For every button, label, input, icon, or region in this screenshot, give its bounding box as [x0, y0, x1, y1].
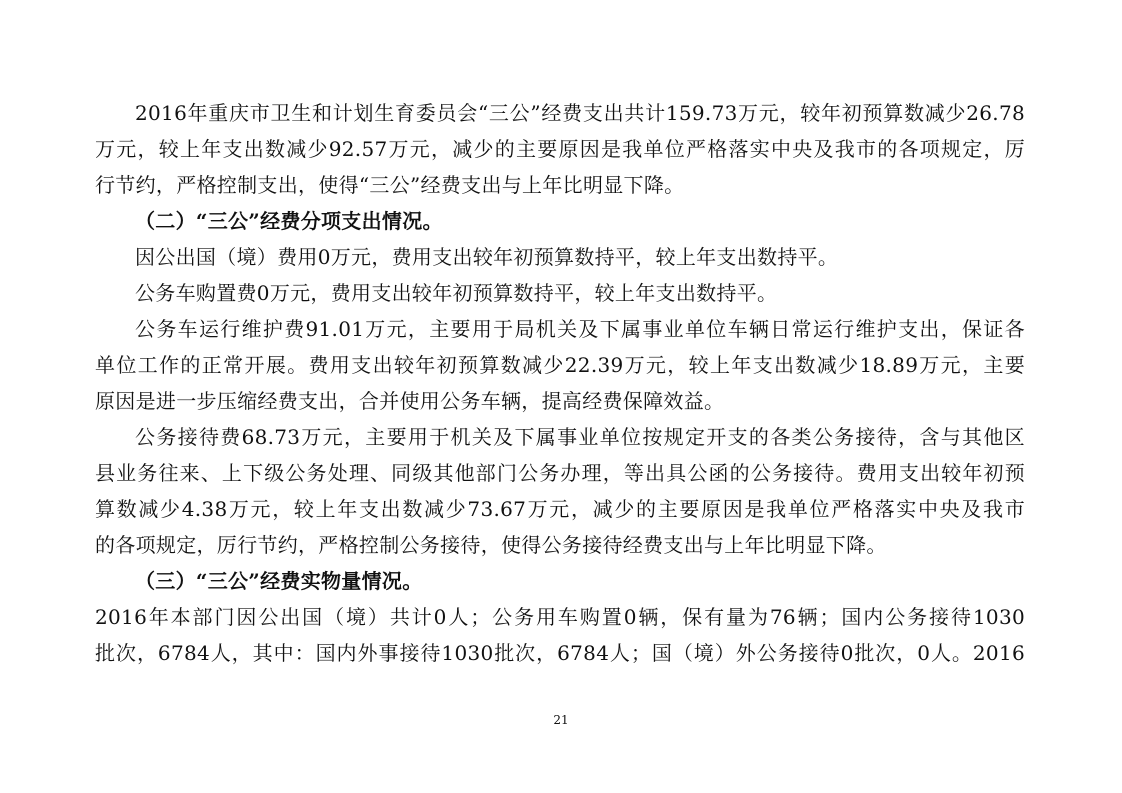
- paragraph-line: 2016年本部门因公出国（境）共计0人；公务用车购置0辆，保有量为76辆；国内公务接待1030: [95, 605, 1025, 629]
- paragraph-line: 因公出国（境）费用0万元，费用支出较年初预算数持平，较上年支出数持平。: [135, 245, 839, 269]
- section-heading: （二）“三公”经费分项支出情况。: [135, 209, 443, 233]
- paragraph-line: 原因是进一步压缩经费支出，合并使用公务车辆，提高经费保障效益。: [95, 389, 725, 413]
- document-body: [95, 95, 1025, 671]
- paragraph-line: 万元，较上年支出数减少92.57万元，减少的主要原因是我单位严格落实中央及我市的各项规定，厉: [95, 137, 1025, 161]
- section-heading: （三）“三公”经费实物量情况。: [135, 569, 423, 593]
- paragraph-line: 算数减少4.38万元，较上年支出数减少73.67万元，减少的主要原因是我单位严格落实中央及我市: [95, 497, 1025, 521]
- paragraph-line: 单位工作的正常开展。费用支出较年初预算数减少22.39万元，较上年支出数减少18.89万元，主要: [95, 353, 1025, 377]
- paragraph-line: 的各项规定，厉行节约，严格控制公务接待，使得公务接待经费支出与上年比明显下降。: [95, 533, 887, 557]
- page-number: 21: [553, 713, 569, 727]
- paragraph-line: 公务车运行维护费91.01万元，主要用于局机关及下属事业单位车辆日常运行维护支出，保证各: [135, 317, 1025, 341]
- paragraph-line: 公务接待费68.73万元，主要用于机关及下属事业单位按规定开支的各类公务接待，含与其他区: [135, 425, 1025, 449]
- paragraph-line: 行节约，严格控制支出，使得“三公”经费支出与上年比明显下降。: [95, 173, 685, 197]
- paragraph-line: 批次，6784人，其中：国内外事接待1030批次，6784人；国（境）外公务接待0批次，0人。2016: [95, 641, 1025, 665]
- paragraph-line: 2016年重庆市卫生和计划生育委员会“三公”经费支出共计159.73万元，较年初预算数减少26.78: [135, 101, 1025, 125]
- paragraph-line: 公务车购置费0万元，费用支出较年初预算数持平，较上年支出数持平。: [135, 281, 778, 305]
- paragraph-line: 县业务往来、上下级公务处理、同级其他部门公务办理，等出具公函的公务接待。费用支出较年初预: [95, 461, 1025, 485]
